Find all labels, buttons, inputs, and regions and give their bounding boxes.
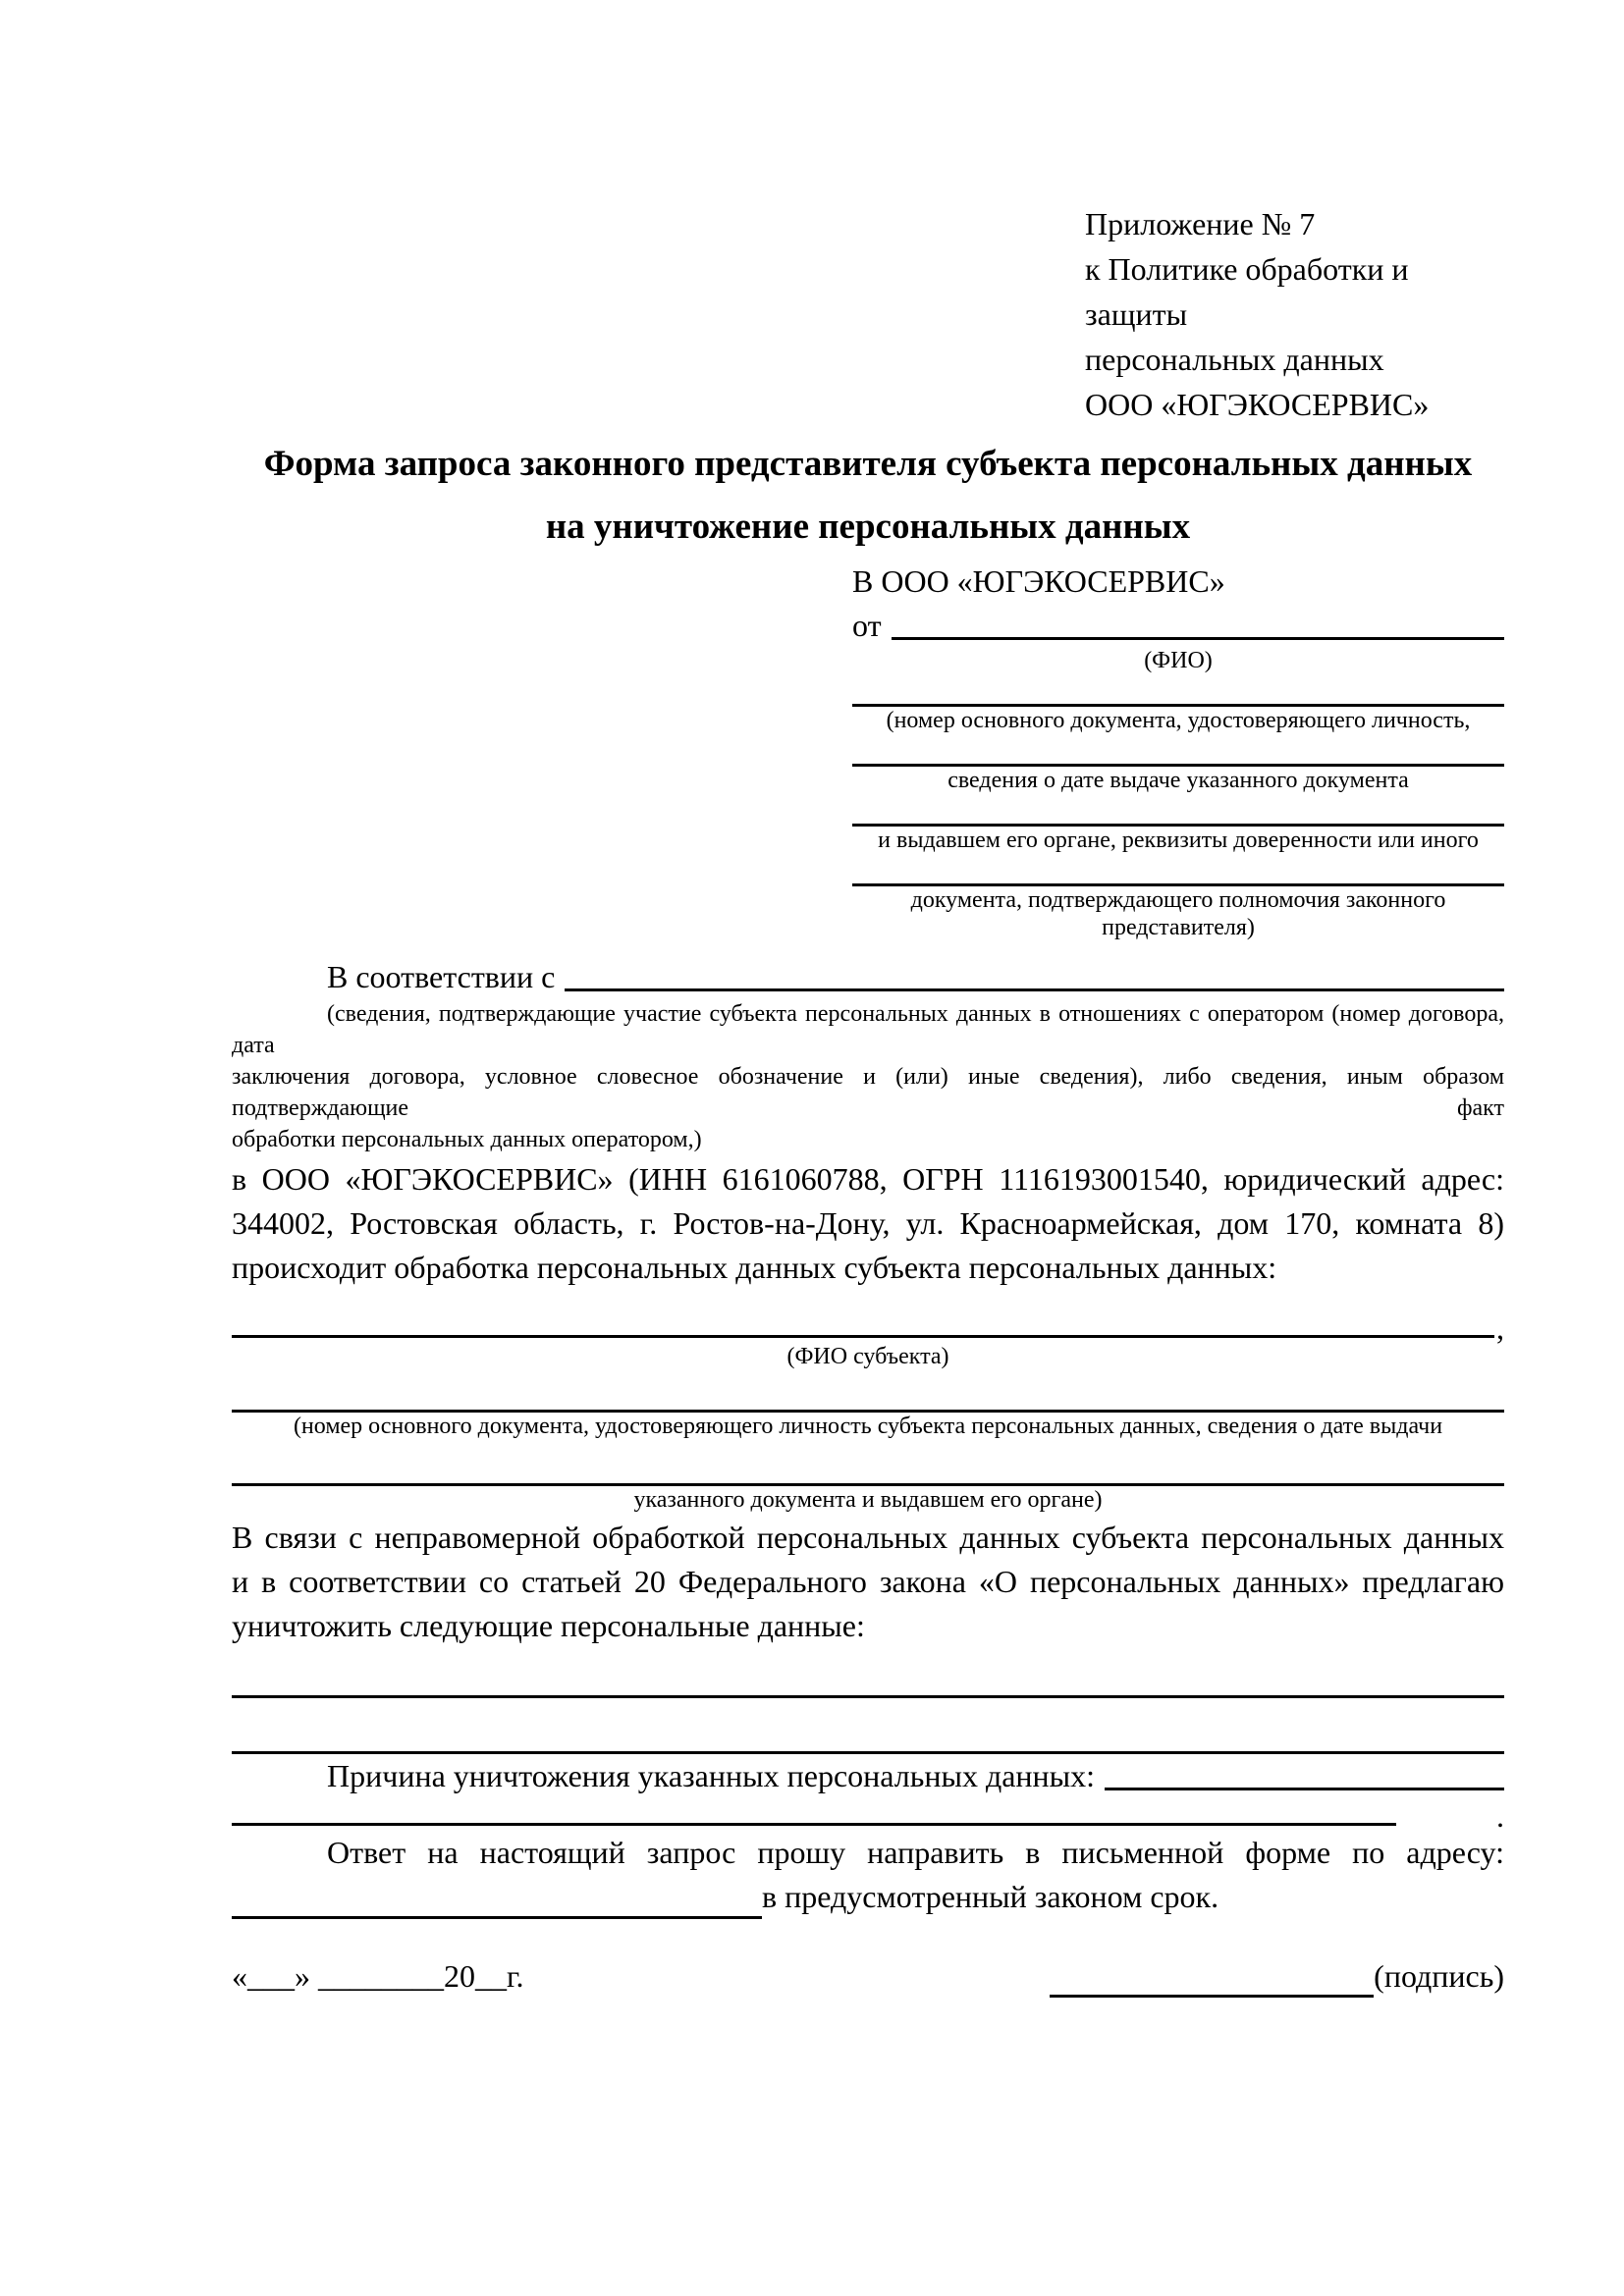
fio-caption: (ФИО) (1144, 648, 1213, 673)
request-paragraph (232, 1516, 1504, 1648)
subject-fio-blank-line (232, 1313, 1494, 1338)
subject-doc-caption: (номер основного документа, удостоверяющего личность субъекта персональных данных, сведения о дате выдачи (293, 1414, 1443, 1439)
accordance-line (232, 955, 1504, 998)
accordance-note-line: (сведения, подтверждающие участие субъекта персональных данных в отношениях с оператором (номер договора, дата (232, 1001, 1504, 1058)
representative-doc-caption: и выдавшем его органе, реквизиты доверенности или иного (878, 828, 1479, 853)
subject-doc-blank-line (232, 1384, 1504, 1413)
request-paragraph-line: уничтожить следующие персональные данные: (232, 1608, 865, 1643)
document-title-line2: на уничтожение персональных данных (545, 507, 1191, 547)
signature-caption: (подпись) (1374, 1958, 1504, 1994)
representative-doc-blank-line (852, 674, 1504, 707)
annex-header-line: ООО «ЮГЭКОСЕРВИС» (1085, 387, 1430, 422)
operator-paragraph-line: в ООО «ЮГЭКОСЕРВИС» (ИНН 6161060788, ОГРН 1116193001540, юридический адрес: (232, 1161, 1504, 1197)
accordance-note-line: заключения договора, условное словесное обозначение и (или) иные сведения), либо сведения, иным образом подтверждающие факт (232, 1064, 1504, 1121)
answer-tail: в предусмотренный законом срок. (762, 1879, 1219, 1914)
document-title (232, 433, 1504, 559)
annex-header-line: к Политике обработки и защиты (1085, 251, 1409, 332)
subject-fio-line (232, 1310, 1504, 1346)
from-label: от (852, 608, 882, 643)
operator-paragraph (232, 1157, 1504, 1290)
answer-line1: Ответ на настоящий запрос прошу направить в письменной форме по адресу: (327, 1835, 1504, 1870)
address-blank-line (232, 1879, 762, 1919)
representative-doc-blank-line (852, 734, 1504, 767)
request-paragraph-line: В связи с неправомерной обработкой персональных данных субъекта персональных данных (232, 1520, 1504, 1555)
date-line: «___» ________20__г. (232, 1958, 524, 1994)
representative-doc-caption: документа, подтверждающего полномочия законного представителя) (910, 887, 1446, 940)
request-paragraph-line: и в соответствии со статьей 20 Федерального закона «О персональных данных» предлагаю (232, 1564, 1504, 1599)
answer-line2 (232, 1875, 1504, 1919)
reason-continuation-line (232, 1798, 1504, 1834)
signature-blank-line (1050, 1957, 1374, 1998)
accordance-blank-line (565, 955, 1504, 991)
accordance-note-line: обработки персональных данных оператором,) (232, 1127, 702, 1152)
reason-label: Причина уничтожения указанных персональных данных: (327, 1758, 1096, 1793)
from-line (852, 604, 1504, 647)
reason-period: . (1496, 1798, 1504, 1834)
document-title-line1: Форма запроса законного представителя субъекта персональных данных (263, 444, 1473, 484)
representative-doc-blank-line (852, 854, 1504, 886)
reason-line (232, 1754, 1504, 1797)
subject-fio-caption: (ФИО субъекта) (786, 1344, 949, 1369)
signature-block (1050, 1954, 1504, 1998)
operator-paragraph-line: 344002, Ростовская область, г. Ростов-на-Дону, ул. Красноармейская, дом 170, комната 8) (232, 1205, 1504, 1241)
accordance-lead: В соответствии с (327, 959, 556, 994)
footer (232, 1954, 1504, 1998)
subject-fio-comma: , (1496, 1310, 1504, 1346)
accordance-note (232, 998, 1504, 1155)
addressee-to: В ООО «ЮГЭКОСЕРВИС» (852, 563, 1225, 599)
representative-doc-blank-line (852, 794, 1504, 827)
annex-header (1085, 201, 1504, 427)
annex-header-line: персональных данных (1085, 342, 1384, 377)
addressee-block (852, 559, 1504, 941)
representative-doc-caption: сведения о дате выдаче указанного документа (947, 768, 1409, 793)
representative-doc-caption: (номер основного документа, удостоверяющего личность, (886, 708, 1471, 733)
reason-blank-line2 (232, 1801, 1396, 1826)
reason-blank-line (1105, 1754, 1504, 1790)
data-blank-line (232, 1726, 1504, 1754)
subject-doc-caption: указанного документа и выдавшем его органе) (633, 1487, 1103, 1513)
annex-header-line: Приложение № 7 (1085, 206, 1316, 241)
from-blank-line (892, 604, 1504, 640)
subject-doc-blank-line (232, 1458, 1504, 1486)
data-blank-line (232, 1670, 1504, 1698)
operator-paragraph-line: происходит обработка персональных данных субъекта персональных данных: (232, 1250, 1277, 1285)
